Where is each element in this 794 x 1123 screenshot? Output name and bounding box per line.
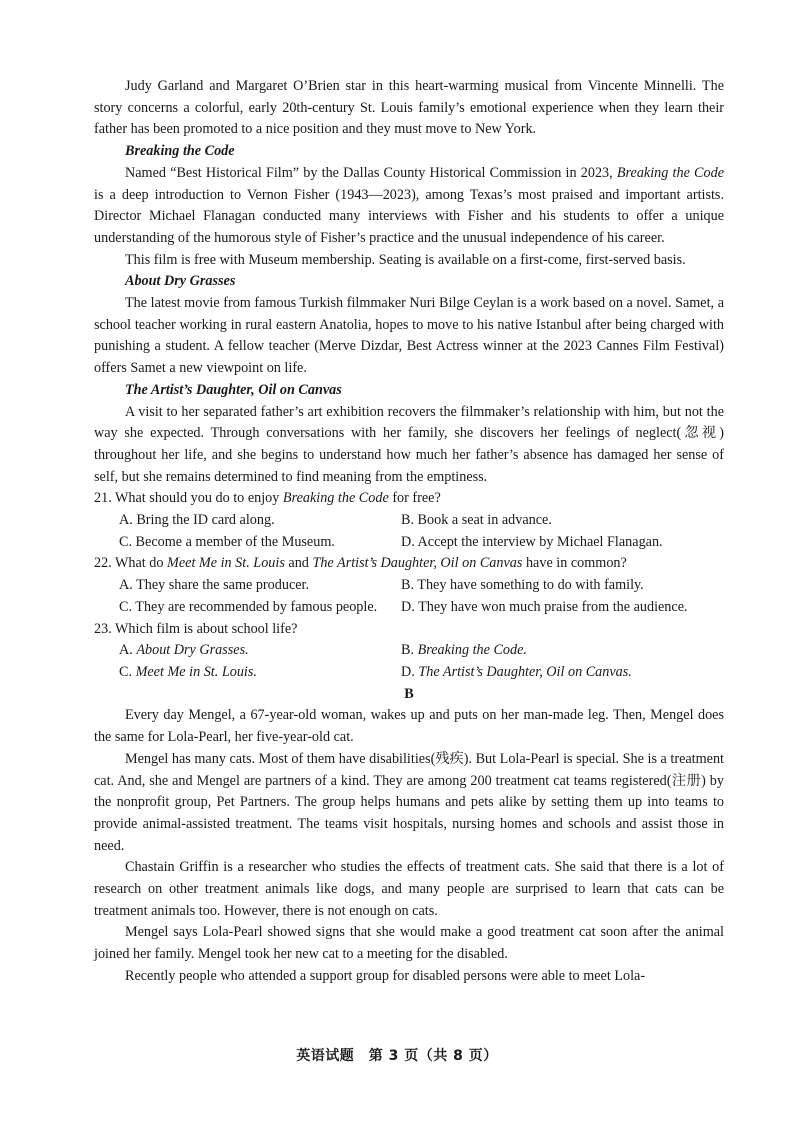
question-text: 21. What should you do to enjoy [94, 490, 283, 507]
paragraph: Judy Garland and Margaret O’Brien star in this heart-warming musical from Vincente Minnelli. The story concerns a colorful, early 20th-century St. Louis family’s emotional experience when they learn their father has been promoted to a nice position and they must move to New York. [94, 78, 724, 138]
question-21 [94, 488, 724, 510]
paragraph: Recently people who attended a support group for disabled persons were able to meet Lola- [125, 967, 646, 984]
question-text: 22. What do [94, 555, 168, 572]
options-22 [94, 575, 724, 618]
option-d: D. They have won much praise from the audience. [401, 598, 688, 615]
option-c: C. Become a member of the Museum. [119, 533, 335, 550]
question-text: for free? [388, 490, 441, 507]
option-b: B. They have something to do with family. [401, 577, 644, 594]
film-title: About Dry Grasses [125, 273, 236, 290]
film-name: Meet Me in St. Louis [167, 555, 285, 572]
option-prefix: D. [401, 663, 419, 680]
passage-body [94, 76, 724, 988]
option-c: C. They are recommended by famous people. [119, 598, 378, 615]
paragraph-text: is a deep introduction to Vernon Fisher (1943—2023), among Texas’s most praised and important artists. Director Michael Flanagan conducted many interviews with Fisher and his students to offer a unique understanding of the humorous style of Fisher’s practice and the unusual independence of his career. [94, 186, 724, 246]
section-label: B [404, 685, 414, 702]
option-b: B. Book a seat in advance. [401, 512, 552, 529]
option-prefix: B. [401, 642, 418, 659]
option-b [401, 640, 724, 662]
paragraph: Mengel says Lola-Pearl showed signs that she would make a good treatment cat soon after the animal joined her family. Mengel took her new cat to a meeting for the disabled. [94, 924, 724, 963]
option-prefix: A. [119, 642, 137, 659]
options-21 [94, 510, 724, 553]
film-title: The Artist’s Daughter, Oil on Canvas [125, 381, 342, 398]
page-footer: 英语试题 第 3 页（共 8 页） [296, 1048, 498, 1064]
film-name: About Dry Grasses. [136, 642, 249, 659]
option-prefix: C. [119, 663, 136, 680]
film-name: The Artist’s Daughter, Oil on Canvas [312, 555, 523, 572]
paragraph: This film is free with Museum membership. Seating is available on a first-come, first-served basis. [125, 251, 686, 268]
option-a: A. They share the same producer. [119, 577, 310, 594]
question-text: have in common? [522, 555, 627, 572]
options-23 [94, 640, 724, 683]
paragraph-text: Named “Best Historical Film” by the Dallas County Historical Commission in 2023, [125, 164, 617, 181]
option-a [119, 640, 401, 662]
question-22 [94, 553, 724, 575]
question-23: 23. Which film is about school life? [94, 620, 298, 637]
paragraph [94, 163, 724, 250]
question-text: and [284, 555, 313, 572]
film-name: Breaking the Code [282, 490, 389, 507]
option-d: D. Accept the interview by Michael Flanagan. [401, 533, 663, 550]
option-d [401, 662, 724, 684]
film-name: Breaking the Code. [417, 642, 527, 659]
film-name: Breaking the Code [616, 164, 724, 181]
option-a: A. Bring the ID card along. [119, 512, 275, 529]
option-c [119, 662, 401, 684]
paragraph: A visit to her separated father’s art exhibition recovers the filmmaker’s relationship with him, but not the way she expected. Through conversations with her family, she discovers her feelings of neglect(忽视) throughout her life, and she begins to understand how much her father’s absence has damaged her sense of self, but she remains determined to find meaning from the emptiness. [94, 403, 724, 485]
film-title: Breaking the Code [125, 143, 235, 160]
paragraph: Chastain Griffin is a researcher who studies the effects of treatment cats. She said that there is a lot of research on other treatment animals like dogs, and many people are surprised to learn that cats can be treatment animals too. However, there is not enough on cats. [94, 859, 724, 919]
paragraph: Every day Mengel, a 67-year-old woman, wakes up and puts on her man-made leg. Then, Mengel does the same for Lola-Pearl, her five-year-old cat. [94, 707, 724, 746]
film-name: The Artist’s Daughter, Oil on Canvas. [418, 663, 632, 680]
film-name: Meet Me in St. Louis. [135, 663, 257, 680]
paragraph: Mengel has many cats. Most of them have disabilities(残疾). But Lola-Pearl is special. She is a treatment cat. And, she and Mengel are partners of a kind. They are among 200 treatment cat teams registered(注册) by the nonprofit group, Pet Partners. The group helps humans and pets alike by setting them up into teams to provide animal-assisted treatment. The teams visit hospitals, nursing homes and schools and assist those in need. [94, 750, 724, 854]
paragraph: The latest movie from famous Turkish filmmaker Nuri Bilge Ceylan is a work based on a novel. Samet, a school teacher working in rural eastern Anatolia, hopes to move to his native Istanbul after being charged with punishing a student. A fellow teacher (Merve Dizdar, Best Actress winner at the 2023 Cannes Film Festival) offers Samet a new viewpoint on life. [94, 295, 724, 377]
